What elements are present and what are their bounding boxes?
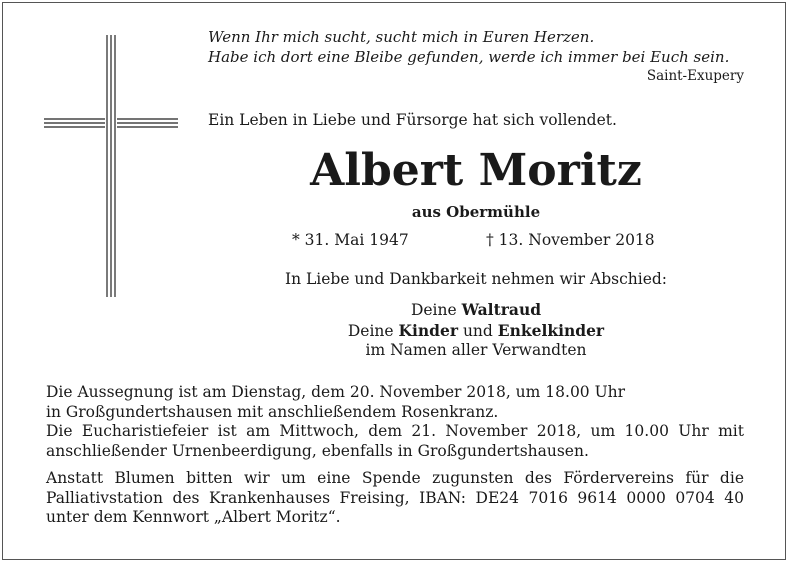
mourner-prefix: Deine (347, 321, 399, 340)
birth-date: * 31. Mai 1947 (292, 231, 409, 249)
quote-line: Habe ich dort eine Bleibe gefunden, werde ich immer bei Euch sein. (208, 47, 730, 66)
mourner-line (208, 300, 744, 321)
quote-block (208, 28, 744, 85)
mourner-line (208, 321, 744, 342)
mourner-prefix: Deine (410, 301, 462, 319)
aussegnung-notice (46, 383, 744, 422)
eucharistie-notice: Die Eucharistiefeier ist am Mittwoch, dem 21. November 2018, um 10.00 Uhr mit anschließender Urnenbeerdigung, ebenfalls in Großgundertshausen. (46, 422, 744, 460)
spende-notice: Anstatt Blumen bitten wir um eine Spende zugunsten des Fördervereins für die Palliativstation des Krankenhauses Freising, IBAN: DE24 7016 9614 0000 0704 40 unter dem Kennwort „Albert Moritz“. (46, 469, 744, 526)
mourner-line: im Namen aller Verwandten (365, 341, 587, 359)
death-date: † 13. November 2018 (486, 231, 655, 249)
farewell-text: In Liebe und Dankbarkeit nehmen wir Abschied: (284, 270, 668, 288)
mourner-name: Waltraud (461, 300, 542, 319)
mourners-block (208, 300, 744, 361)
aussegnung-line: Die Aussegnung ist am Dienstag, dem 20. November 2018, um 18.00 Uhr (46, 383, 626, 401)
deceased-origin: aus Obermühle (411, 203, 541, 221)
intro-text: Ein Leben in Liebe und Fürsorge hat sich vollendet. (208, 111, 617, 129)
mourner-enkelkinder: Enkelkinder (497, 320, 605, 340)
mourner-kinder: Kinder (398, 320, 459, 340)
cross-icon (44, 35, 178, 297)
quote-line: Wenn Ihr mich sucht, sucht mich in Euren Herzen. (208, 28, 595, 46)
deceased-name: Albert Moritz (310, 145, 642, 196)
aussegnung-line: in Großgundertshausen mit anschließendem Rosenkranz. (46, 402, 499, 421)
mourner-conjunction: und (458, 321, 498, 340)
quote-author: Saint-Exupery (646, 68, 744, 84)
